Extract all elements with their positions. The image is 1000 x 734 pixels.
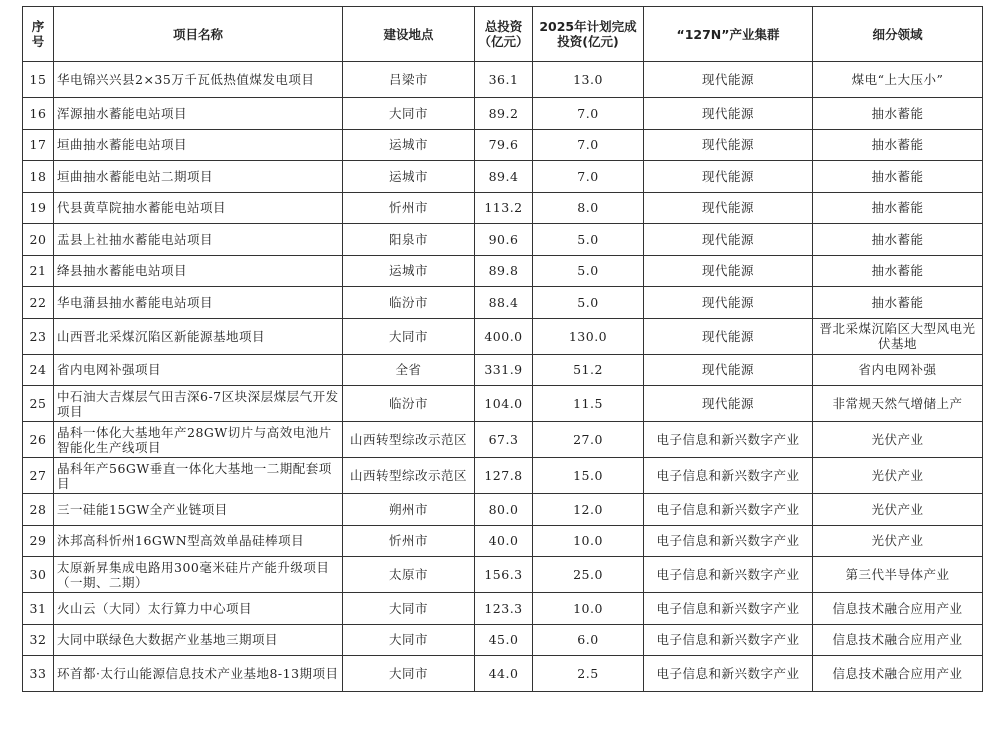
cell-seq: 18 (23, 161, 54, 193)
cell-location: 山西转型综改示范区 (343, 458, 475, 494)
cell-industry-cluster: 现代能源 (644, 354, 813, 386)
cell-location: 临汾市 (343, 386, 475, 422)
cell-sub-field: 抽水蓄能 (813, 129, 983, 161)
project-table (22, 6, 983, 692)
cell-planned-investment: 10.0 (533, 525, 644, 557)
cell-seq: 27 (23, 458, 54, 494)
table-row (23, 354, 983, 386)
cell-sub-field: 抽水蓄能 (813, 192, 983, 224)
cell-industry-cluster: 电子信息和新兴数字产业 (644, 557, 813, 593)
cell-industry-cluster: 电子信息和新兴数字产业 (644, 624, 813, 656)
cell-sub-field: 非常规天然气增储上产 (813, 386, 983, 422)
cell-total-investment: 44.0 (475, 656, 533, 692)
cell-seq: 23 (23, 318, 54, 354)
cell-industry-cluster: 现代能源 (644, 287, 813, 319)
cell-planned-investment: 5.0 (533, 224, 644, 256)
cell-industry-cluster: 电子信息和新兴数字产业 (644, 593, 813, 625)
cell-project-name: 三一硅能15GW全产业链项目 (54, 494, 343, 526)
cell-sub-field: 省内电网补强 (813, 354, 983, 386)
table-row (23, 129, 983, 161)
table-row (23, 287, 983, 319)
cell-location: 山西转型综改示范区 (343, 422, 475, 458)
header-name: 项目名称 (54, 7, 343, 62)
cell-project-name: 大同中联绿色大数据产业基地三期项目 (54, 624, 343, 656)
cell-industry-cluster: 现代能源 (644, 318, 813, 354)
cell-industry-cluster: 现代能源 (644, 161, 813, 193)
cell-project-name: 太原新昇集成电路用300毫米硅片产能升级项目（一期、二期） (54, 557, 343, 593)
cell-industry-cluster: 电子信息和新兴数字产业 (644, 525, 813, 557)
cell-planned-investment: 51.2 (533, 354, 644, 386)
cell-seq: 17 (23, 129, 54, 161)
cell-sub-field: 信息技术融合应用产业 (813, 624, 983, 656)
cell-planned-investment: 12.0 (533, 494, 644, 526)
cell-location: 运城市 (343, 255, 475, 287)
cell-seq: 28 (23, 494, 54, 526)
cell-sub-field: 煤电“上大压小” (813, 62, 983, 98)
cell-location: 阳泉市 (343, 224, 475, 256)
cell-seq: 24 (23, 354, 54, 386)
table-row (23, 192, 983, 224)
cell-sub-field: 光伏产业 (813, 422, 983, 458)
cell-location: 运城市 (343, 161, 475, 193)
cell-industry-cluster: 现代能源 (644, 255, 813, 287)
table-row (23, 557, 983, 593)
cell-location: 吕梁市 (343, 62, 475, 98)
cell-industry-cluster: 电子信息和新兴数字产业 (644, 422, 813, 458)
cell-location: 朔州市 (343, 494, 475, 526)
cell-industry-cluster: 现代能源 (644, 129, 813, 161)
cell-seq: 20 (23, 224, 54, 256)
cell-project-name: 绛县抽水蓄能电站项目 (54, 255, 343, 287)
cell-planned-investment: 8.0 (533, 192, 644, 224)
cell-total-investment: 89.8 (475, 255, 533, 287)
table-body (23, 62, 983, 692)
cell-location: 全省 (343, 354, 475, 386)
cell-project-name: 晶科年产56GW垂直一体化大基地一二期配套项目 (54, 458, 343, 494)
cell-total-investment: 89.4 (475, 161, 533, 193)
table-row (23, 593, 983, 625)
cell-planned-investment: 25.0 (533, 557, 644, 593)
cell-total-investment: 400.0 (475, 318, 533, 354)
cell-seq: 26 (23, 422, 54, 458)
cell-project-name: 浑源抽水蓄能电站项目 (54, 98, 343, 130)
cell-project-name: 沐邦高科忻州16GWN型高效单晶硅棒项目 (54, 525, 343, 557)
cell-seq: 21 (23, 255, 54, 287)
cell-seq: 30 (23, 557, 54, 593)
cell-industry-cluster: 电子信息和新兴数字产业 (644, 494, 813, 526)
cell-total-investment: 90.6 (475, 224, 533, 256)
cell-seq: 32 (23, 624, 54, 656)
cell-sub-field: 抽水蓄能 (813, 287, 983, 319)
cell-location: 大同市 (343, 624, 475, 656)
cell-project-name: 环首都·太行山能源信息技术产业基地8-13期项目 (54, 656, 343, 692)
cell-sub-field: 抽水蓄能 (813, 161, 983, 193)
table-row (23, 224, 983, 256)
cell-project-name: 中石油大吉煤层气田吉深6-7区块深层煤层气开发项目 (54, 386, 343, 422)
header-plan: 2025年计划完成投资(亿元) (533, 7, 644, 62)
cell-sub-field: 信息技术融合应用产业 (813, 593, 983, 625)
header-field: 细分领域 (813, 7, 983, 62)
cell-seq: 29 (23, 525, 54, 557)
cell-planned-investment: 130.0 (533, 318, 644, 354)
cell-total-investment: 67.3 (475, 422, 533, 458)
cell-project-name: 代县黄草院抽水蓄能电站项目 (54, 192, 343, 224)
cell-planned-investment: 11.5 (533, 386, 644, 422)
cell-sub-field: 光伏产业 (813, 458, 983, 494)
cell-seq: 25 (23, 386, 54, 422)
cell-sub-field: 抽水蓄能 (813, 255, 983, 287)
cell-planned-investment: 27.0 (533, 422, 644, 458)
table-row (23, 494, 983, 526)
cell-sub-field: 第三代半导体产业 (813, 557, 983, 593)
cell-planned-investment: 7.0 (533, 129, 644, 161)
cell-sub-field: 抽水蓄能 (813, 98, 983, 130)
cell-project-name: 垣曲抽水蓄能电站二期项目 (54, 161, 343, 193)
cell-planned-investment: 7.0 (533, 161, 644, 193)
table-row (23, 656, 983, 692)
cell-total-investment: 127.8 (475, 458, 533, 494)
cell-planned-investment: 7.0 (533, 98, 644, 130)
cell-industry-cluster: 现代能源 (644, 62, 813, 98)
cell-location: 大同市 (343, 656, 475, 692)
cell-project-name: 省内电网补强项目 (54, 354, 343, 386)
cell-project-name: 晶科一体化大基地年产28GW切片与高效电池片智能化生产线项目 (54, 422, 343, 458)
cell-total-investment: 331.9 (475, 354, 533, 386)
table-row (23, 255, 983, 287)
cell-sub-field: 抽水蓄能 (813, 224, 983, 256)
table-row (23, 386, 983, 422)
cell-location: 大同市 (343, 318, 475, 354)
project-table-sheet (22, 6, 983, 692)
cell-planned-investment: 15.0 (533, 458, 644, 494)
cell-total-investment: 40.0 (475, 525, 533, 557)
header-total: 总投资（亿元） (475, 7, 533, 62)
cell-industry-cluster: 现代能源 (644, 224, 813, 256)
cell-seq: 22 (23, 287, 54, 319)
cell-industry-cluster: 现代能源 (644, 98, 813, 130)
cell-industry-cluster: 电子信息和新兴数字产业 (644, 656, 813, 692)
cell-industry-cluster: 电子信息和新兴数字产业 (644, 458, 813, 494)
cell-industry-cluster: 现代能源 (644, 192, 813, 224)
table-row (23, 62, 983, 98)
table-row (23, 98, 983, 130)
cell-project-name: 盂县上社抽水蓄能电站项目 (54, 224, 343, 256)
cell-total-investment: 45.0 (475, 624, 533, 656)
cell-total-investment: 88.4 (475, 287, 533, 319)
cell-total-investment: 36.1 (475, 62, 533, 98)
cell-location: 忻州市 (343, 192, 475, 224)
cell-total-investment: 156.3 (475, 557, 533, 593)
cell-location: 大同市 (343, 593, 475, 625)
cell-industry-cluster: 现代能源 (644, 386, 813, 422)
cell-seq: 15 (23, 62, 54, 98)
cell-planned-investment: 5.0 (533, 255, 644, 287)
header-cluster: “127N”产业集群 (644, 7, 813, 62)
cell-sub-field: 光伏产业 (813, 494, 983, 526)
table-row (23, 624, 983, 656)
cell-total-investment: 89.2 (475, 98, 533, 130)
header-seq: 序号 (23, 7, 54, 62)
cell-planned-investment: 2.5 (533, 656, 644, 692)
cell-location: 运城市 (343, 129, 475, 161)
cell-total-investment: 79.6 (475, 129, 533, 161)
cell-project-name: 垣曲抽水蓄能电站项目 (54, 129, 343, 161)
cell-total-investment: 104.0 (475, 386, 533, 422)
cell-location: 太原市 (343, 557, 475, 593)
cell-seq: 31 (23, 593, 54, 625)
cell-sub-field: 信息技术融合应用产业 (813, 656, 983, 692)
header-location: 建设地点 (343, 7, 475, 62)
cell-total-investment: 123.3 (475, 593, 533, 625)
cell-planned-investment: 13.0 (533, 62, 644, 98)
cell-project-name: 华电蒲县抽水蓄能电站项目 (54, 287, 343, 319)
cell-planned-investment: 5.0 (533, 287, 644, 319)
table-row (23, 422, 983, 458)
table-row (23, 458, 983, 494)
header-row (23, 7, 983, 62)
cell-sub-field: 光伏产业 (813, 525, 983, 557)
cell-planned-investment: 10.0 (533, 593, 644, 625)
cell-seq: 19 (23, 192, 54, 224)
cell-sub-field: 晋北采煤沉陷区大型风电光伏基地 (813, 318, 983, 354)
cell-seq: 16 (23, 98, 54, 130)
cell-project-name: 山西晋北采煤沉陷区新能源基地项目 (54, 318, 343, 354)
cell-total-investment: 113.2 (475, 192, 533, 224)
table-row (23, 318, 983, 354)
cell-location: 忻州市 (343, 525, 475, 557)
table-row (23, 161, 983, 193)
cell-location: 临汾市 (343, 287, 475, 319)
cell-seq: 33 (23, 656, 54, 692)
cell-project-name: 火山云（大同）太行算力中心项目 (54, 593, 343, 625)
table-row (23, 525, 983, 557)
cell-planned-investment: 6.0 (533, 624, 644, 656)
cell-project-name: 华电锦兴兴县2×35万千瓦低热值煤发电项目 (54, 62, 343, 98)
cell-location: 大同市 (343, 98, 475, 130)
cell-total-investment: 80.0 (475, 494, 533, 526)
